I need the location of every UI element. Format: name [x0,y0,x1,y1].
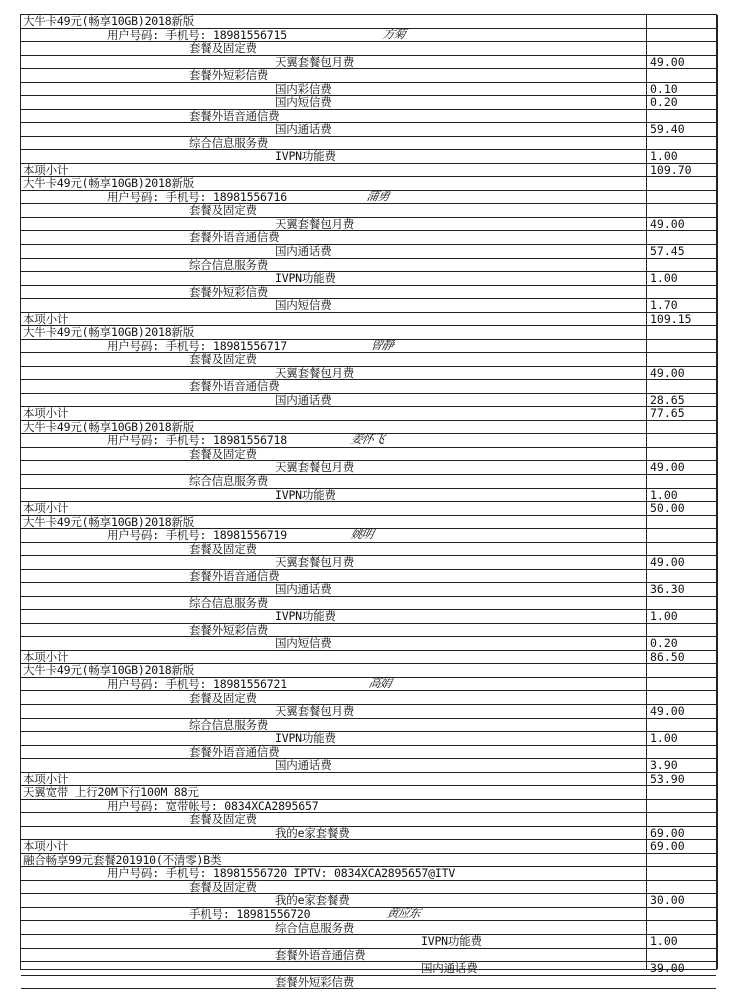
row-label: 套餐及固定费 [189,812,257,827]
table-row [21,962,716,976]
handwritten-signature: 蒲勇 [365,188,391,203]
table-row [21,26,716,43]
plan-header-row [21,786,716,800]
row-label: 大牛卡49元(畅享10GB)2018新版 [23,325,195,340]
table-row [21,231,716,245]
row-amount: 50.00 [650,501,685,516]
subtotal-row [21,164,716,178]
handwritten-signature: 方菊 [381,26,407,41]
row-label: 综合信息服务费 [189,257,269,272]
table-row [21,299,716,313]
table-row [21,69,716,83]
row-label: 套餐外语音通信费 [189,744,280,759]
row-amount: 49.00 [650,365,685,380]
table-row [21,905,716,922]
row-label: 天翼套餐包月费 [275,365,355,380]
row-label: 国内彩信费 [275,81,332,96]
row-amount: 59.40 [650,122,685,137]
row-label: IVPN功能费 [421,934,482,949]
table-row [21,813,716,827]
row-label: IVPN功能费 [275,149,336,164]
row-amount: 1.00 [650,487,678,502]
row-label: 综合信息服务费 [189,474,269,489]
subtotal-row [21,502,716,516]
row-label: 国内通话费 [275,244,332,258]
table-row [21,367,716,381]
row-label: 本项小计 [23,771,69,786]
table-row [21,218,716,232]
row-label: 国内通话费 [421,961,478,976]
row-label: 本项小计 [23,839,69,854]
table-row [21,610,716,624]
row-amount: 0.20 [650,636,678,651]
row-amount: 57.45 [650,244,685,258]
row-label: 综合信息服务费 [189,135,269,150]
table-row [21,83,716,97]
table-row [21,259,716,273]
table-row [21,543,716,557]
row-amount: 49.00 [650,54,685,69]
handwritten-signature: 姚明 [349,527,375,542]
row-amount: 3.90 [650,758,678,773]
row-label: 套餐及固定费 [189,352,257,367]
table-row [21,337,716,354]
row-label: 大牛卡49元(畅享10GB)2018新版 [23,663,195,678]
row-label: 套餐及固定费 [189,879,257,894]
table-row [21,637,716,651]
row-amount: 109.70 [650,162,692,177]
row-label: 国内通话费 [275,392,332,407]
row-label: 套餐及固定费 [189,203,257,218]
table-row [21,675,716,692]
row-label: 国内短信费 [275,95,332,110]
row-label: 套餐及固定费 [189,41,257,56]
row-amount: 1.00 [650,609,678,624]
table-row [21,800,716,814]
row-label: 本项小计 [23,501,69,516]
plan-header-row [21,326,716,340]
row-label: 大牛卡49元(畅享10GB)2018新版 [23,514,195,529]
row-amount: 0.20 [650,95,678,110]
table-row [21,394,716,408]
row-label: 本项小计 [23,311,69,326]
table-row [21,529,716,543]
table-row [21,110,716,124]
row-label: 手机号: 18981556720 [189,906,311,921]
table-row [21,188,716,205]
row-label: 用户号码: 手机号: 18981556717 [107,338,287,353]
row-label: 用户号码: 手机号: 18981556721 [107,676,287,691]
row-label: 套餐外短彩信费 [189,284,269,299]
row-label: 套餐外短彩信费 [275,974,355,989]
handwritten-signature: 高娟 [367,675,393,690]
table-row [21,42,716,56]
row-amount: 1.00 [650,149,678,164]
row-label: 用户号码: 宽带帐号: 0834XCA2895657 [107,798,319,813]
row-label: 融合畅享99元套餐201910(不清零)B类 [23,852,222,867]
row-amount: 0.10 [650,81,678,96]
row-amount: 49.00 [650,704,685,719]
plan-header-row [21,15,716,29]
row-amount: 69.00 [650,839,685,854]
row-label: 国内短信费 [275,298,332,313]
table-row [21,123,716,137]
row-label: IVPN功能费 [275,271,336,286]
row-amount: 69.00 [650,825,685,840]
table-row [21,150,716,164]
row-label: 综合信息服务费 [189,717,269,732]
row-amount: 49.00 [650,555,685,570]
row-amount: 1.00 [650,271,678,286]
subtotal-row [21,313,716,327]
row-amount: 30.00 [650,893,685,908]
row-label: IVPN功能费 [275,609,336,624]
row-amount: 86.50 [650,649,685,664]
row-label: 套餐外短彩信费 [189,622,269,637]
table-row [21,692,716,706]
row-label: 套餐外语音通信费 [189,568,280,583]
handwritten-signature: 黄应东 [385,905,422,920]
row-label: 天翼套餐包月费 [275,54,355,69]
plan-header-row [21,664,716,678]
billing-statement-table [20,14,717,989]
plan-header-row [21,854,716,868]
table-row [21,894,716,908]
row-label: 套餐外语音通信费 [275,947,366,962]
row-amount: 77.65 [650,406,685,421]
row-label: 国内短信费 [275,636,332,651]
table-row [21,204,716,218]
table-row [21,556,716,570]
table-row [21,597,716,611]
row-label: 用户号码: 手机号: 18981556720 IPTV: 0834XCA2895657@ITV [107,866,456,881]
row-label: 套餐外语音通信费 [189,379,280,394]
table-row [21,935,716,949]
row-label: 天翼套餐包月费 [275,216,355,231]
row-label: 用户号码: 手机号: 18981556715 [107,27,287,42]
row-label: 国内通话费 [275,758,332,773]
table-row [21,759,716,773]
row-amount: 39.00 [650,961,685,976]
table-row [21,353,716,367]
table-row [21,624,716,638]
row-amount: 1.00 [650,934,678,949]
table-row [21,489,716,503]
row-label: 天翼套餐包月费 [275,704,355,719]
row-label: 套餐及固定费 [189,541,257,556]
row-label: 本项小计 [23,162,69,177]
handwritten-signature: 曾静 [369,337,395,352]
row-amount: 1.70 [650,298,678,313]
subtotal-row [21,651,716,665]
table-row [21,867,716,881]
table-row [21,272,716,286]
row-amount: 49.00 [650,460,685,475]
row-label: 用户号码: 手机号: 18981556718 [107,433,287,448]
table-row [21,583,716,597]
row-label: 我的e家套餐费 [275,893,350,908]
row-label: 本项小计 [23,406,69,421]
table-row [21,746,716,760]
row-label: 天翼套餐包月费 [275,555,355,570]
row-label: 大牛卡49元(畅享10GB)2018新版 [23,176,195,191]
row-label: 我的e家套餐费 [275,825,350,840]
row-label: 国内通话费 [275,582,332,597]
table-row [21,881,716,895]
table-row [21,570,716,584]
table-row [21,976,716,990]
row-label: 综合信息服务费 [189,595,269,610]
row-label: 大牛卡49元(畅享10GB)2018新版 [23,419,195,434]
table-row [21,137,716,151]
row-amount: 28.65 [650,392,685,407]
table-row [21,475,716,489]
table-row [21,461,716,475]
row-amount: 109.15 [650,311,692,326]
row-amount: 49.00 [650,216,685,231]
row-label: 套餐及固定费 [189,446,257,461]
table-row [21,732,716,746]
row-amount: 36.30 [650,582,685,597]
row-label: 套餐外语音通信费 [189,230,280,245]
table-row [21,96,716,110]
table-row [21,56,716,70]
table-row [21,448,716,462]
row-label: 天翼宽带 上行20M下行100M 88元 [23,785,199,800]
row-amount: 53.90 [650,771,685,786]
table-row [21,434,716,448]
row-label: 天翼套餐包月费 [275,460,355,475]
table-row [21,705,716,719]
table-row [21,380,716,394]
table-row [21,286,716,300]
row-label: 套餐及固定费 [189,690,257,705]
table-row [21,922,716,936]
subtotal-row [21,773,716,787]
row-label: IVPN功能费 [275,487,336,502]
right-border [717,15,718,969]
table-row [21,245,716,259]
row-label: 综合信息服务费 [275,920,355,935]
handwritten-signature: 姜怀飞 [349,432,386,447]
table-row [21,827,716,841]
row-label: 套餐外短彩信费 [189,68,269,83]
row-amount: 1.00 [650,731,678,746]
row-label: 用户号码: 手机号: 18981556719 [107,528,287,543]
row-label: 本项小计 [23,649,69,664]
table-row [21,719,716,733]
row-label: 大牛卡49元(畅享10GB)2018新版 [23,14,195,28]
row-label: 国内通话费 [275,122,332,137]
row-label: IVPN功能费 [275,731,336,746]
row-label: 套餐外语音通信费 [189,108,280,123]
subtotal-row [21,407,716,421]
row-label: 用户号码: 手机号: 18981556716 [107,189,287,204]
table-row [21,949,716,963]
subtotal-row [21,840,716,854]
